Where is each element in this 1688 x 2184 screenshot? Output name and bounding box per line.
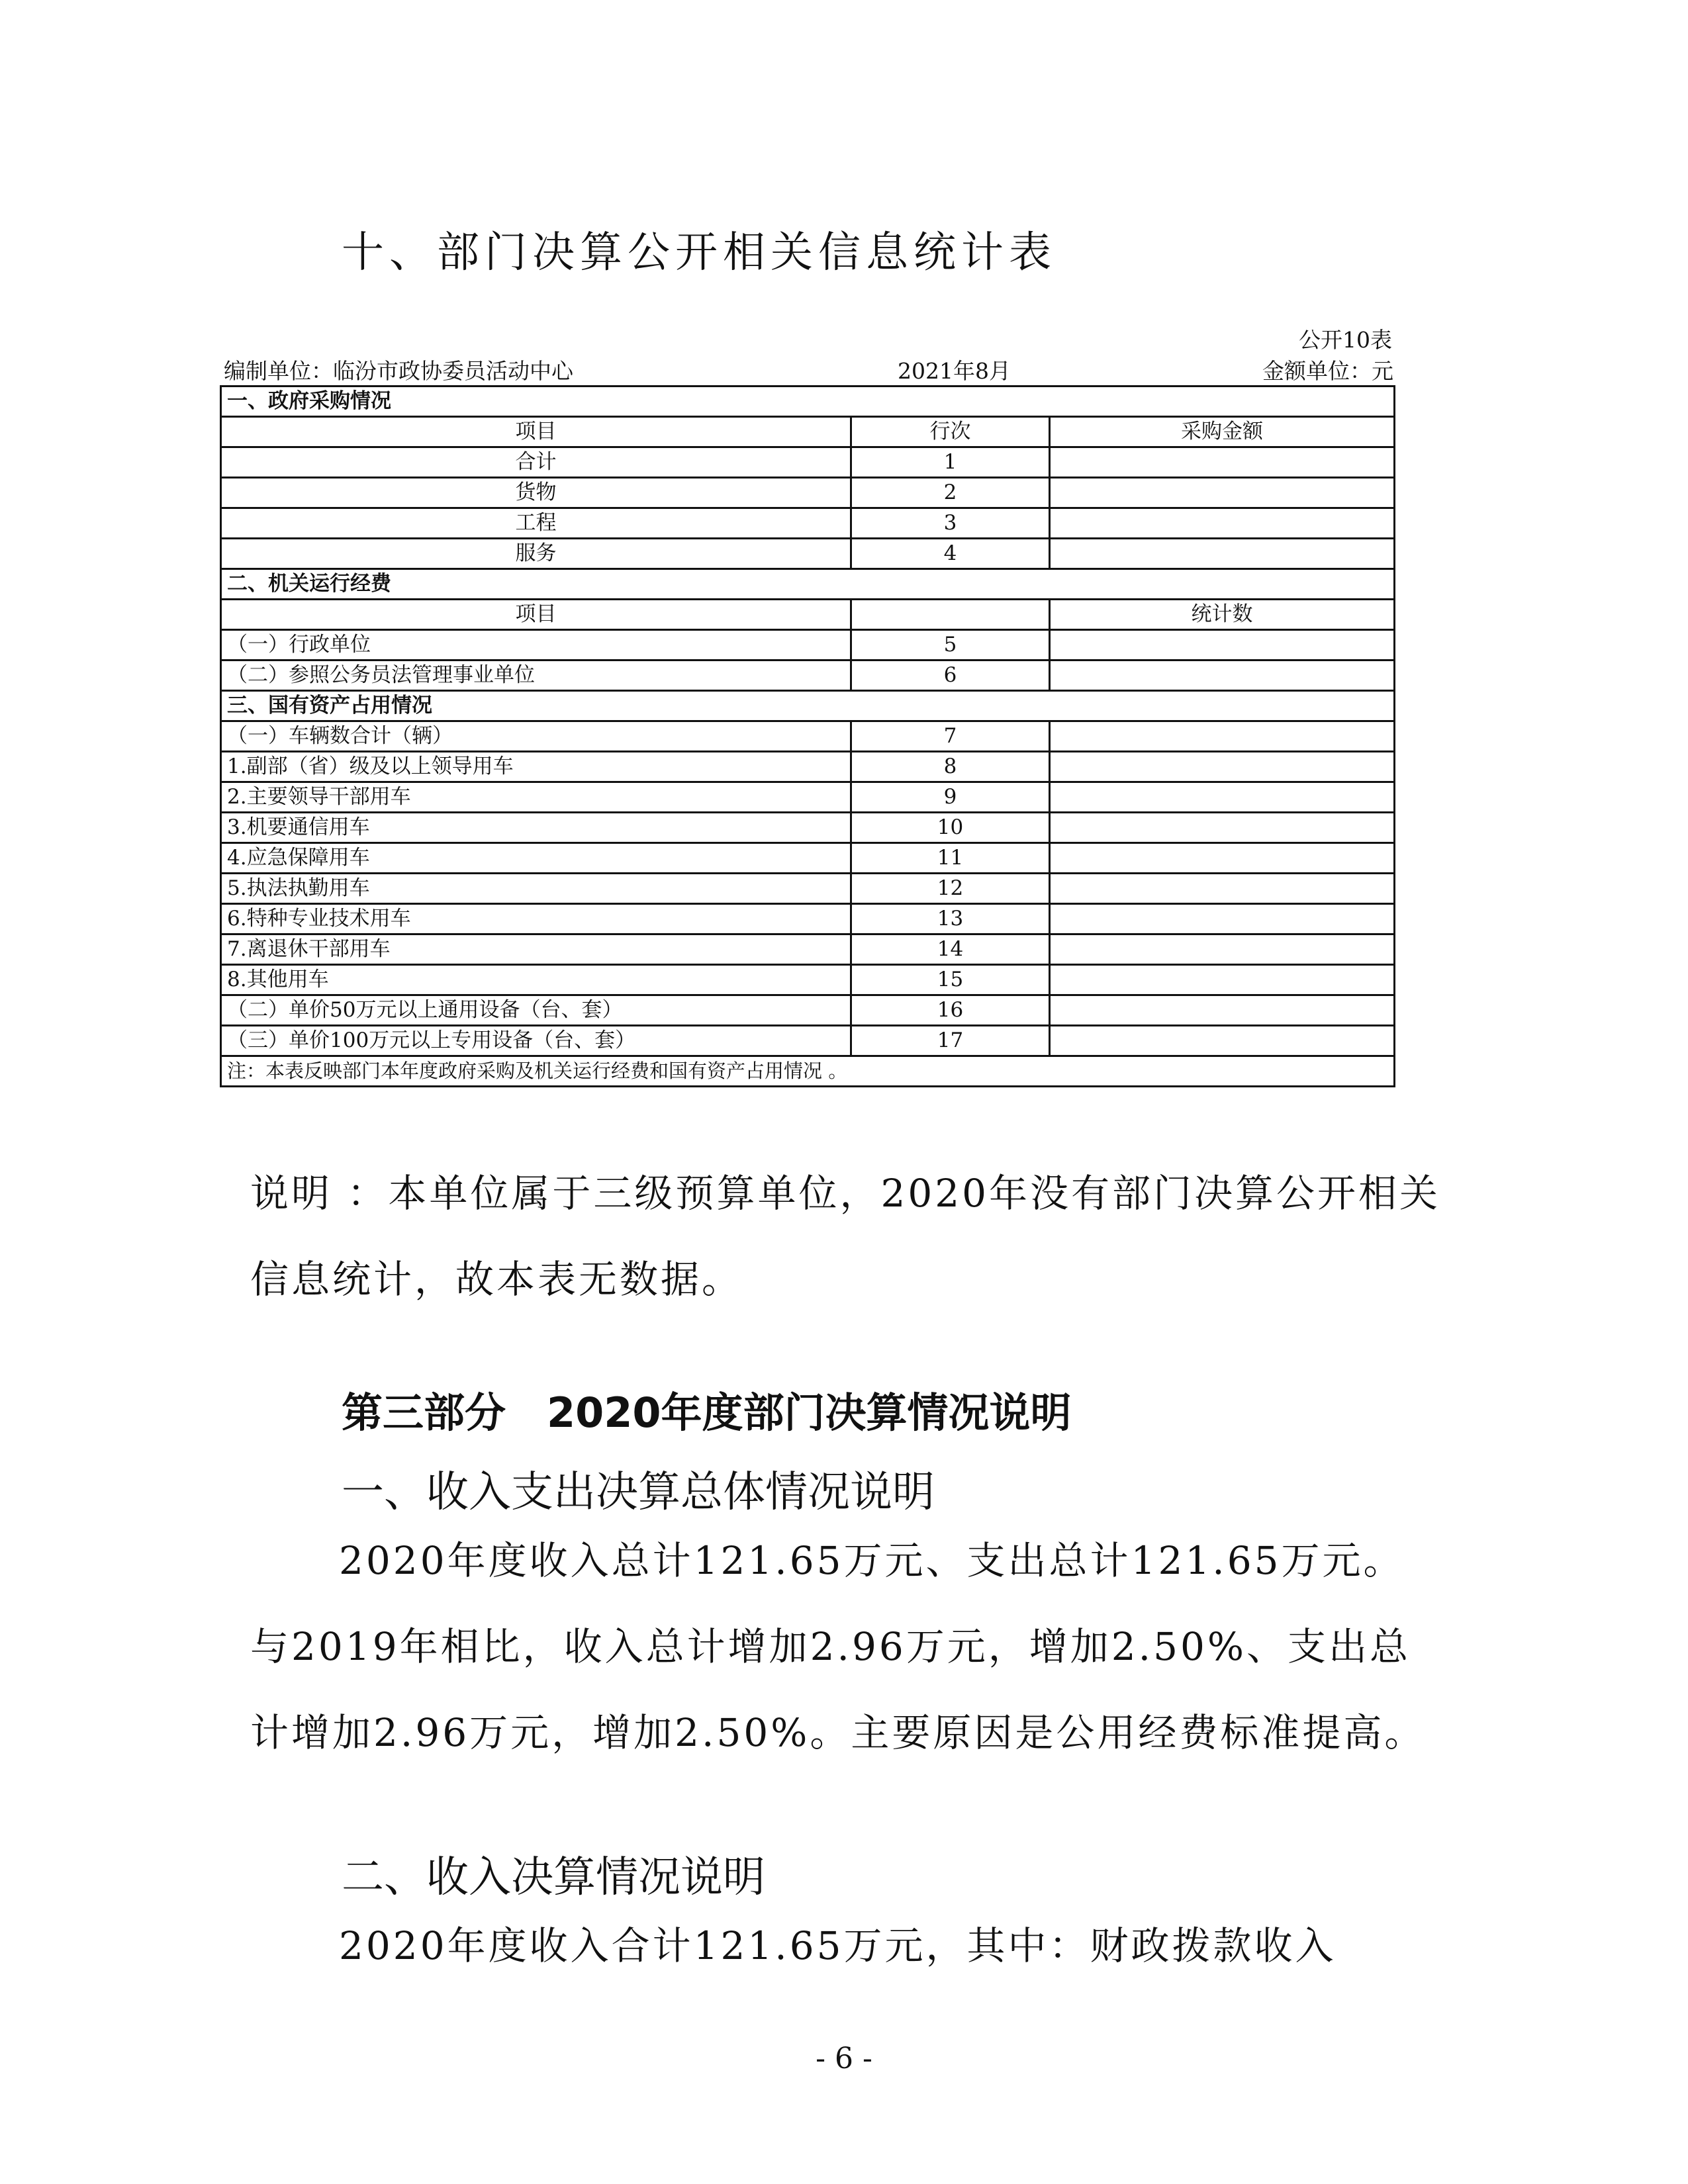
table-row <box>221 1026 1395 1056</box>
table-cell: 一、政府采购情况 <box>221 387 1395 417</box>
table-cell: 7.离退休干部用车 <box>221 934 851 965</box>
table-cell <box>1050 995 1395 1026</box>
sub2-paragraph: 2020年度收入合计121.65万元，其中：财政拨款收入 <box>339 1923 1336 1968</box>
table-row <box>221 813 1395 843</box>
table-cell: 统计数 <box>1050 600 1395 630</box>
table-cell: 4.应急保障用车 <box>221 843 851 874</box>
table-cell: 项目 <box>221 417 851 447</box>
table-cell: 8 <box>851 752 1050 782</box>
table-row <box>221 934 1395 965</box>
table-cell: 3.机要通信用车 <box>221 813 851 843</box>
table-cell <box>1050 782 1395 813</box>
table-cell: 服务 <box>221 539 851 569</box>
table-cell <box>1050 721 1395 752</box>
table-row <box>221 447 1395 478</box>
table-cell: （二）参照公务员法管理事业单位 <box>221 660 851 691</box>
table-cell <box>1050 934 1395 965</box>
table-cell: 16 <box>851 995 1050 1026</box>
table-cell: （一）行政单位 <box>221 630 851 660</box>
table-cell: 6.特种专业技术用车 <box>221 904 851 934</box>
table-cell: 17 <box>851 1026 1050 1056</box>
table-cell: 8.其他用车 <box>221 965 851 995</box>
table-meta-row <box>224 356 1393 385</box>
table-cell: 7 <box>851 721 1050 752</box>
table-cell: 9 <box>851 782 1050 813</box>
table-row <box>221 782 1395 813</box>
table-cell <box>1050 447 1395 478</box>
page-number: - 6 - <box>816 2042 872 2075</box>
column-header-row <box>221 417 1395 447</box>
column-header-row <box>221 600 1395 630</box>
table-row <box>221 660 1395 691</box>
table-row <box>221 539 1395 569</box>
table-cell: 2 <box>851 478 1050 508</box>
table-cell: 13 <box>851 904 1050 934</box>
table-cell: 12 <box>851 874 1050 904</box>
table-cell: 6 <box>851 660 1050 691</box>
table-cell: 采购金额 <box>1050 417 1395 447</box>
table-note-row <box>221 1056 1395 1087</box>
table-cell: 1.副部（省）级及以上领导用车 <box>221 752 851 782</box>
table-cell <box>1050 630 1395 660</box>
currency-unit: 金额单位：元 <box>1262 358 1393 384</box>
table-cell: 5 <box>851 630 1050 660</box>
table-cell: 三、国有资产占用情况 <box>221 691 1395 721</box>
table-cell: 工程 <box>221 508 851 539</box>
table-cell: 10 <box>851 813 1050 843</box>
statistics-table <box>220 385 1395 1087</box>
table-cell <box>1050 752 1395 782</box>
table-cell: 4 <box>851 539 1050 569</box>
table-cell: 1 <box>851 447 1050 478</box>
table-row <box>221 478 1395 508</box>
sub1-heading: 一、收入支出决算总体情况说明 <box>342 1468 935 1517</box>
table-cell <box>1050 813 1395 843</box>
table-row <box>221 721 1395 752</box>
table-cell: （二）单价50万元以上通用设备（台、套） <box>221 995 851 1026</box>
sub2-heading: 二、收入决算情况说明 <box>342 1853 765 1902</box>
table-cell <box>851 600 1050 630</box>
sub1-paragraph: 2020年度收入总计121.65万元、支出总计121.65万元。与2019年相比，收入总计增加2.96万元，增加2.50%、支出总计增加2.96万元，增加2.50%。主要原因是公用经费标准提高。 <box>250 1538 1426 1755</box>
table-row <box>221 874 1395 904</box>
table-row <box>221 965 1395 995</box>
table-row <box>221 843 1395 874</box>
part3-heading: 第三部分 2020年度部门决算情况说明 <box>342 1388 1072 1437</box>
section-title: 十、部门决算公开相关信息统计表 <box>342 228 1056 277</box>
table-cell <box>1050 965 1395 995</box>
table-cell <box>1050 478 1395 508</box>
table-row <box>221 995 1395 1026</box>
table-date: 2021年8月 <box>898 358 1011 384</box>
table-row <box>221 630 1395 660</box>
table-cell <box>1050 1026 1395 1056</box>
table-cell: 合计 <box>221 447 851 478</box>
table-cell: 行次 <box>851 417 1050 447</box>
statistics-table-body <box>221 387 1395 1087</box>
table-cell: 3 <box>851 508 1050 539</box>
table-row <box>221 904 1395 934</box>
table-cell: 2.主要领导干部用车 <box>221 782 851 813</box>
section-header-row <box>221 569 1395 600</box>
table-cell <box>1050 660 1395 691</box>
table-cell <box>1050 874 1395 904</box>
table-cell: 货物 <box>221 478 851 508</box>
compiling-unit: 编制单位：临汾市政协委员活动中心 <box>224 358 573 384</box>
table-cell: 二、机关运行经费 <box>221 569 1395 600</box>
table-cell: （一）车辆数合计（辆） <box>221 721 851 752</box>
table-cell <box>1050 539 1395 569</box>
table-cell: 15 <box>851 965 1050 995</box>
table-cell <box>1050 843 1395 874</box>
table-cell: 注：本表反映部门本年度政府采购及机关运行经费和国有资产占用情况 。 <box>221 1056 1395 1087</box>
table-cell: 11 <box>851 843 1050 874</box>
explanation-paragraph: 说明 ：本单位属于三级预算单位，2020年没有部门决算公开相关信息统计，故本表无数据。 <box>250 1171 1441 1302</box>
table-cell <box>1050 904 1395 934</box>
table-cell: 项目 <box>221 600 851 630</box>
table-cell <box>1050 508 1395 539</box>
table-code: 公开10表 <box>1299 327 1392 353</box>
section-header-row <box>221 691 1395 721</box>
table-row <box>221 508 1395 539</box>
table-cell: 5.执法执勤用车 <box>221 874 851 904</box>
table-row <box>221 752 1395 782</box>
table-cell: （三）单价100万元以上专用设备（台、套） <box>221 1026 851 1056</box>
section-header-row <box>221 387 1395 417</box>
table-cell: 14 <box>851 934 1050 965</box>
